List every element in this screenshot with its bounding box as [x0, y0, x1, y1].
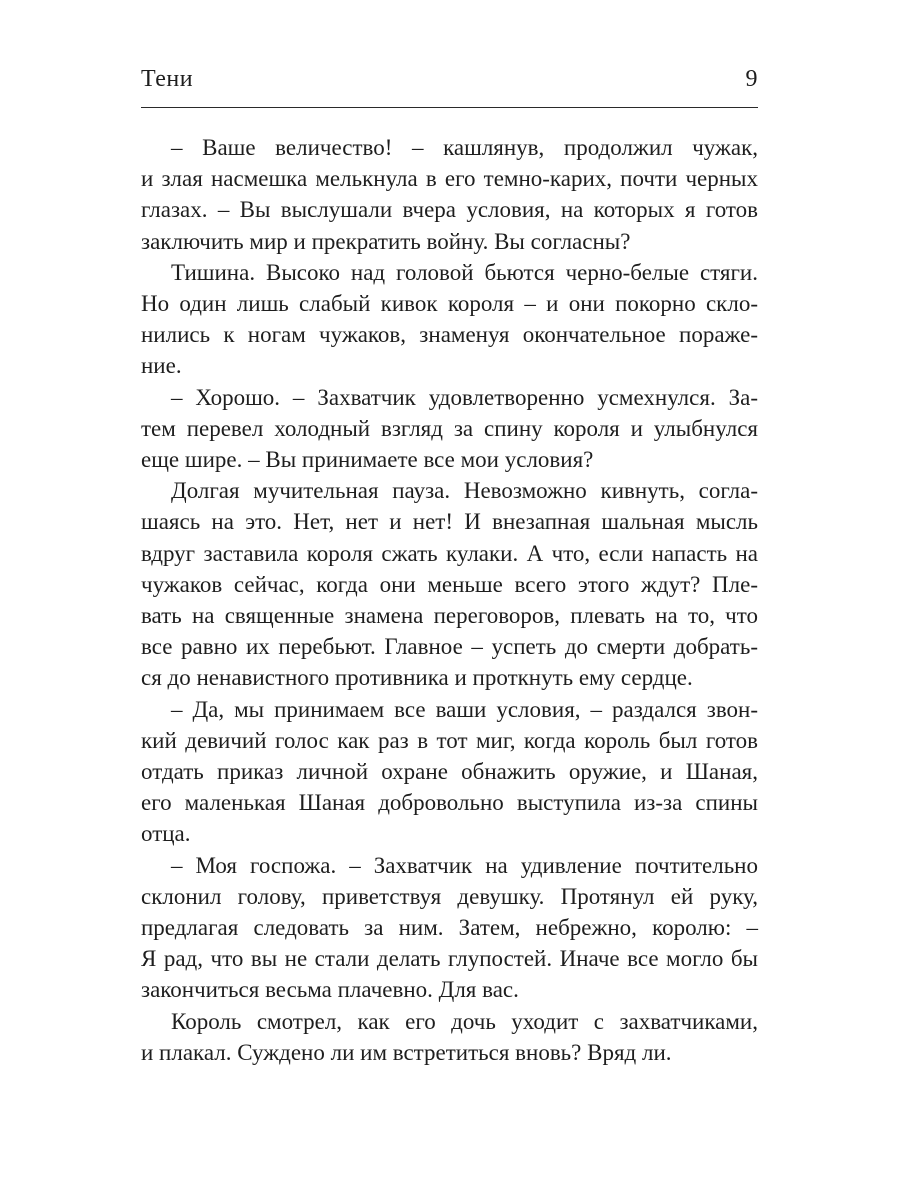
text-line: тем перевел холодный взгляд за спину короля и улыбнулся — [141, 415, 758, 441]
paragraph — [141, 694, 758, 850]
text-line: предлагая следовать за ним. Затем, небрежно, королю: – — [141, 915, 758, 941]
text-line: склонил голову, приветствуя девушку. Протянул ей руку, — [141, 883, 758, 909]
text-line: еще шире. – Вы принимаете все мои условия? — [141, 447, 594, 473]
paragraph — [141, 1006, 758, 1068]
text-line: и плакал. Суждено ли им встретиться вновь? Вряд ли. — [141, 1039, 672, 1065]
text-line: Тишина. Высоко над головой бьются черно-белые стяги. — [171, 259, 758, 285]
text-line: отца. — [141, 821, 191, 847]
paragraph — [141, 850, 758, 1006]
text-line: вать на священные знамена переговоров, плевать на то, что — [141, 603, 758, 629]
text-line: Король смотрел, как его дочь уходит с захватчиками, — [171, 1008, 758, 1034]
text-line: – Моя госпожа. – Захватчик на удивление почтительно — [171, 852, 758, 878]
text-line: ся до ненавистного противника и проткнуть ему сердце. — [141, 665, 693, 691]
text-line: глазах. – Вы выслушали вчера условия, на которых я готов — [141, 197, 758, 223]
text-line: все равно их перебьют. Главное – успеть до смерти добрать- — [141, 634, 758, 660]
running-title: Тени — [141, 66, 194, 92]
page-number: 9 — [745, 66, 758, 92]
text-line: – Ваше величество! – кашлянув, продолжил чужак, — [171, 135, 758, 160]
text-line: нились к ногам чужаков, знаменуя окончательное пораже- — [141, 322, 758, 348]
text-line: кий девичий голос как раз в тот миг, когда король был готов — [141, 727, 758, 753]
text-line: Долгая мучительная пауза. Невозможно кивнуть, согла- — [171, 478, 758, 504]
text-line: Но один лишь слабый кивок короля – и они покорно скло- — [141, 291, 758, 317]
paragraph — [141, 475, 758, 693]
running-head — [141, 66, 758, 100]
text-line: Я рад, что вы не стали делать глупостей. Иначе все могло бы — [141, 946, 758, 972]
header-rule — [141, 107, 758, 108]
text-line: – Хорошо. – Захватчик удовлетворенно усмехнулся. За- — [171, 384, 758, 410]
text-line: вдруг заставила короля сжать кулаки. А что, если напасть на — [141, 540, 758, 566]
text-line: закончиться весьма плачевно. Для вас. — [141, 977, 519, 1003]
paragraph — [141, 382, 758, 476]
text-line: отдать приказ личной охране обнажить оружие, и Шаная, — [141, 759, 758, 785]
text-line: заключить мир и прекратить войну. Вы согласны? — [141, 228, 631, 254]
text-line: чужаков сейчас, когда они меньше всего этого ждут? Пле- — [141, 571, 758, 597]
text-line: ние. — [141, 353, 182, 379]
text-line: его маленькая Шаная добровольно выступила из-за спины — [141, 790, 758, 816]
text-line: и злая насмешка мелькнула в его темно-карих, почти черных — [141, 166, 758, 192]
paragraph — [141, 132, 758, 257]
text-line: – Да, мы принимаем все ваши условия, – раздался звон- — [171, 696, 758, 722]
paragraph — [141, 257, 758, 382]
text-line: шаясь на это. Нет, нет и нет! И внезапная шальная мысль — [141, 509, 758, 535]
body-text — [141, 132, 758, 1068]
